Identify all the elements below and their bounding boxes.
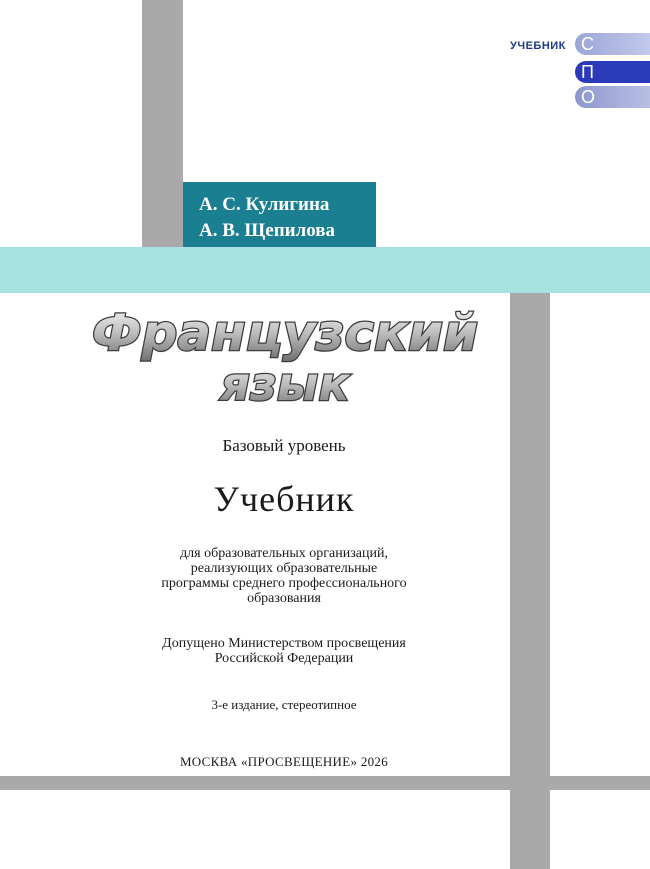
level-text: Базовый уровень — [222, 436, 346, 455]
purpose-line: для образовательных организаций, — [180, 546, 388, 561]
badge-letter-p: П — [575, 61, 650, 83]
purpose-line: образования — [247, 591, 321, 606]
approval-line: Российской Федерации — [214, 651, 354, 666]
spo-badge — [500, 30, 650, 110]
decorative-horizontal-bar-bottom — [0, 776, 650, 790]
purpose-text — [0, 546, 568, 606]
title-line-2: язык — [220, 357, 350, 411]
edition-text: 3-е издание, стереотипное — [211, 697, 357, 712]
authors-box — [183, 182, 376, 247]
book-title — [91, 300, 479, 411]
badge-letter-o: О — [575, 86, 650, 108]
author-name: А. С. Кулигина — [199, 194, 330, 215]
author-name: А. В. Щепилова — [199, 220, 336, 241]
badge-letter-s: С — [575, 33, 650, 55]
purpose-line: реализующих образовательные — [190, 561, 378, 576]
decorative-teal-band — [0, 247, 650, 293]
decorative-vertical-bar-left — [142, 0, 183, 247]
title-line-1: Французский — [91, 304, 479, 362]
purpose-line: программы среднего профессионального — [161, 576, 407, 591]
publisher-text: МОСКВА «ПРОСВЕЩЕНИЕ» 2026 — [179, 754, 389, 769]
book-type-heading: Учебник — [213, 479, 355, 519]
approval-line: Допущено Министерством просвещения — [162, 636, 406, 651]
approval-text — [0, 636, 568, 666]
badge-label: УЧЕБНИК — [510, 40, 566, 52]
